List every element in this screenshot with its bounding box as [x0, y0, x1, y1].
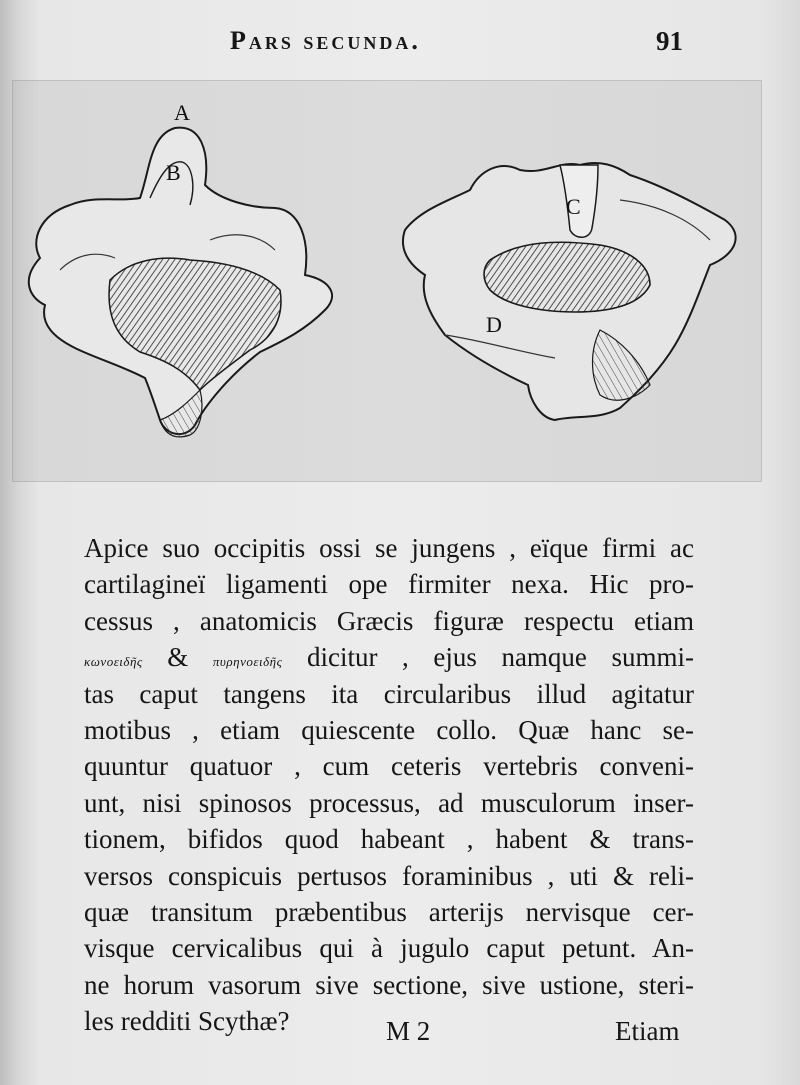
vertebrae-engraving — [0, 90, 800, 530]
greek-word-1: κωνοειδῆς — [84, 654, 143, 670]
page-header — [0, 26, 800, 66]
figure-label-b: B — [166, 160, 181, 185]
text-line-4 — [84, 639, 694, 675]
main-text-block — [84, 530, 694, 1039]
text-line-6: motibus , etiam quiescente collo. Quæ hanc se- — [84, 714, 694, 745]
text-line-8: unt, nisi spinosos processus, ad musculorum inser- — [84, 787, 694, 818]
figure-label-c: C — [566, 194, 581, 219]
text-line-12: visque cervicalibus qui à jugulo caput petunt. An- — [84, 933, 694, 964]
text-line-13: ne horum vasorum sive sectione, sive ustione, steri- — [84, 969, 694, 1000]
cervical-vertebra-drawing — [403, 163, 736, 420]
axis-vertebra-drawing — [29, 100, 332, 437]
text-line-4-rest: dicitur , ejus namque summi- — [306, 642, 694, 673]
vertebrae-illustration — [0, 90, 800, 530]
text-line-2: cartilagineï ligamenti ope firmiter nexa. Hic pro- — [84, 569, 694, 600]
text-line-3: cessus , anatomicis Græcis figuræ respectu etiam — [84, 605, 694, 636]
page-number: 91 — [656, 26, 683, 56]
catchword: Etiam — [615, 1016, 680, 1046]
signature-mark: M 2 — [386, 1016, 431, 1046]
running-title: Pars secunda. — [230, 26, 421, 55]
greek-word-2: πυρηνοειδῆς — [212, 654, 283, 670]
text-line-9: tionem, bifidos quod habeant , habent & trans- — [84, 824, 694, 855]
text-line-10: versos conspicuis pertusos foraminibus , uti & reli- — [84, 860, 694, 891]
text-line-14: les redditi Scythæ? — [84, 1006, 290, 1037]
figure-label-a: A — [174, 100, 190, 125]
figure-label-d: D — [486, 312, 502, 337]
text-line-7: quuntur quatuor , cum ceteris vertebris conveni- — [84, 751, 694, 782]
page-footer — [0, 1016, 800, 1056]
text-line-5: tas caput tangens ita circularibus illud agitatur — [84, 678, 694, 709]
text-line-1: Apice suo occipitis ossi se jungens , eïque firmi ac — [84, 533, 694, 563]
ampersand: & — [167, 642, 189, 673]
text-line-11: quæ transitum præbentibus arterijs nervisque cer- — [84, 896, 694, 927]
